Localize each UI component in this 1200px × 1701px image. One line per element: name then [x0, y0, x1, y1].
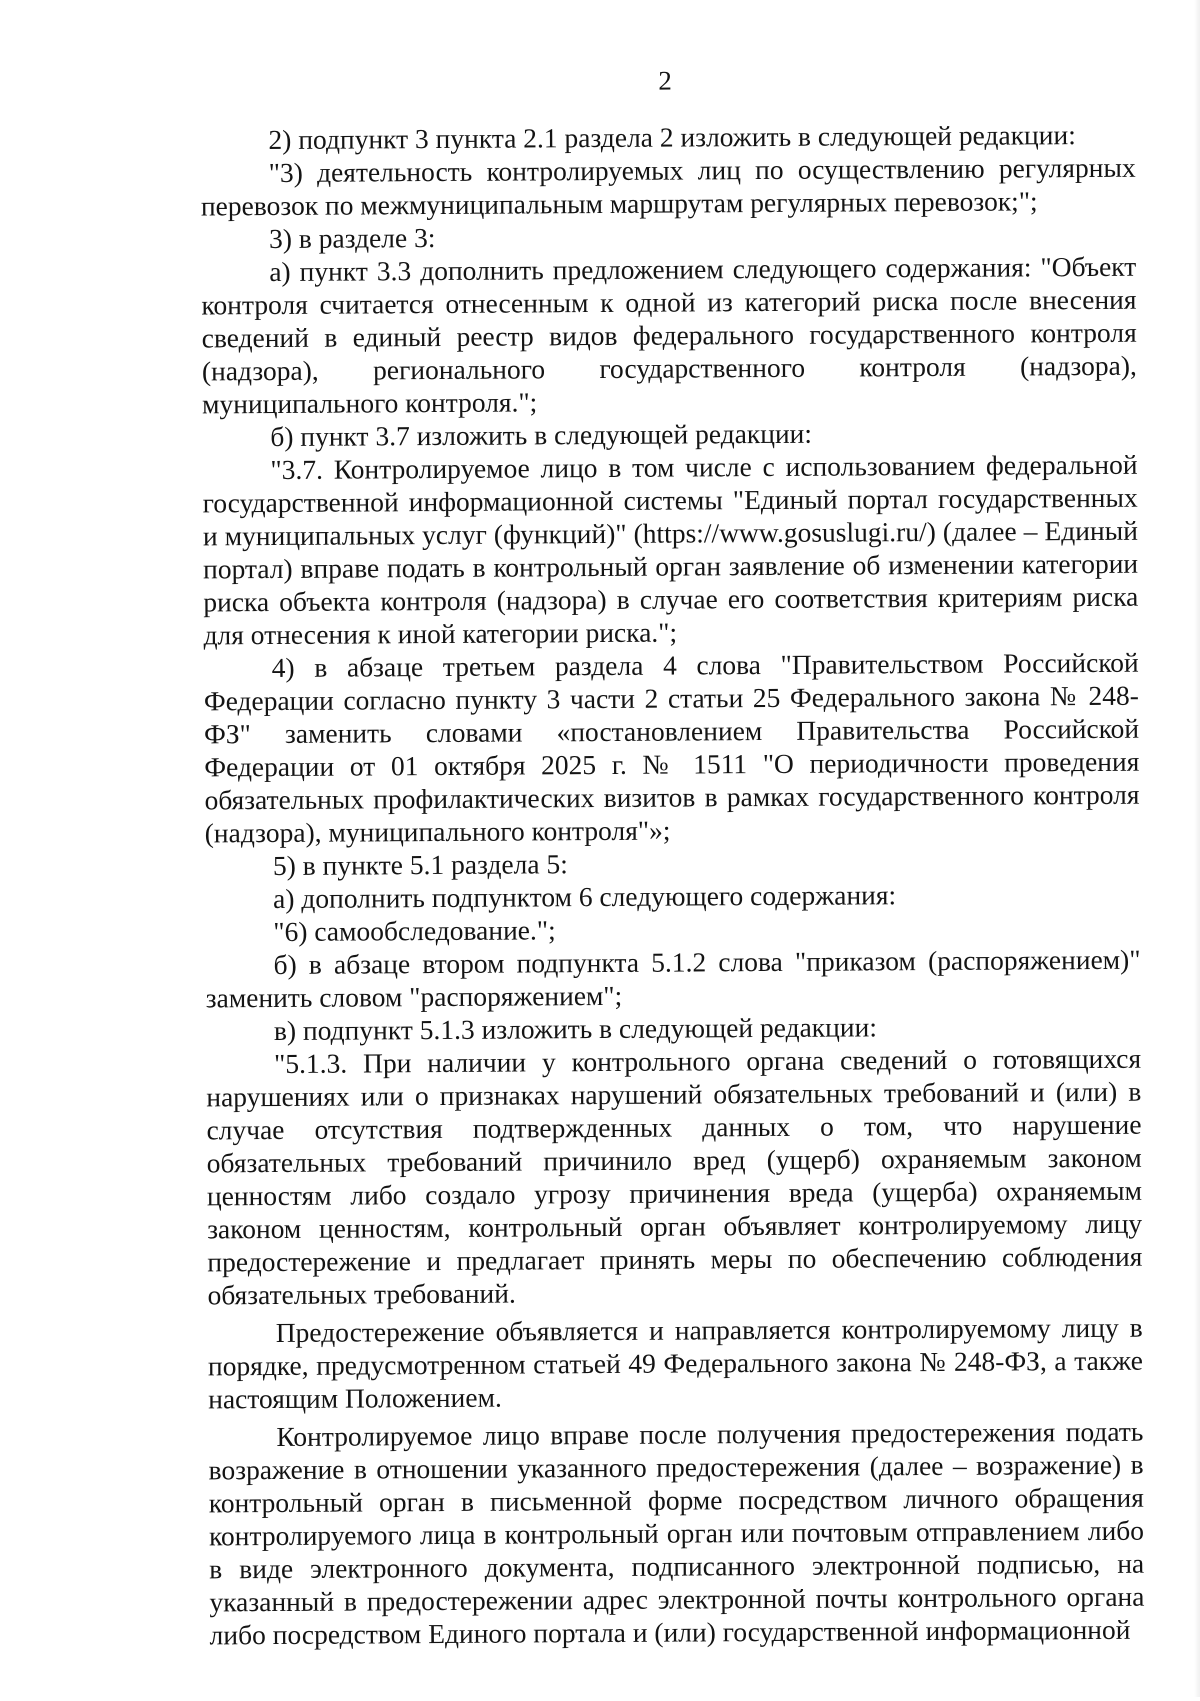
- paragraph: 4) в абзаце третьем раздела 4 слова "Правительством Российской Федерации согласно пункту 3 части 2 статьи 25 Федерального закона № 248-ФЗ" заменить словами «постановлением Правительства Российской Федерации от 01 октября 2025 г. № 1511 "О периодичности проведения обязательных профилактических визитов в рамках государственного контроля (надзора), муниципального контроля"»;: [203, 646, 1140, 849]
- paragraph: а) пункт 3.3 дополнить предложением следующего содержания: "Объект контроля считается отнесенным к одной из категорий риска после внесения сведений в единый реестр видов федерального государственного контроля (надзора), регионального государственного контроля (надзора), муниципального контроля.";: [201, 250, 1137, 420]
- paragraph: б) пункт 3.7 изложить в следующей редакции:: [270, 417, 813, 453]
- paragraph: б) в абзаце втором подпункта 5.1.2 слова "приказом (распоряжением)" заменить словом "распоряжением";: [205, 943, 1141, 1014]
- paragraph: 2) подпункт 3 пункта 2.1 раздела 2 изложить в следующей редакции:: [268, 119, 1076, 156]
- paragraph: "3) деятельность контролируемых лиц по осуществлению регулярных перевозок по межмуниципальным маршрутам регулярных перевозок;";: [200, 151, 1136, 222]
- paragraph: в) подпункт 5.1.3 изложить в следующей редакции:: [273, 1011, 878, 1047]
- paragraph: "5.1.3. При наличии у контрольного органа сведений о готовящихся нарушениях или о признаках нарушений обязательных требований и (или) в случае отсутствия подтвержденных данных о том, что нарушение обязательных требований причинило вред (ущерб) охраняемым законом ценностям либо создало угрозу причинения вреда (ущерба) охраняемым законом ценностям, контрольный орган объявляет контролируемому лицу предостережение и предлагает принять меры по обеспечению соблюдения обязательных требований.: [206, 1042, 1143, 1311]
- paragraph: Контролируемое лицо вправе после получения предостережения подать возражение в отношении указанного предостережения (далее – возражение) в контрольный орган в письменной форме посредством личного обращения контролируемого лица в контрольный орган или почтовым отправлением либо в виде электронного документа, подписанного электронной подписью, на указанный в предостережении адрес электронной почты контрольного органа либо посредством Единого портала и (или) государственной информационной: [208, 1415, 1145, 1651]
- page-number: 2: [658, 65, 672, 96]
- paragraph: 5) в пункте 5.1 раздела 5:: [272, 848, 568, 882]
- document-body: [200, 118, 1144, 1652]
- paragraph: "6) самообследование.";: [273, 914, 556, 948]
- paragraph: "3.7. Контролируемое лицо в том числе с использованием федеральной государственной информационной системы "Единый портал государственных и муниципальных услуг (функций)" (https://www.gosuslugi.ru/) (далее – Единый портал) вправе подать в контрольный орган заявление об изменении категории риска объекта контроля (надзора) в случае его соответствия критериям риска для отнесения к иной категории риска.";: [202, 448, 1139, 651]
- paragraph: Предостережение объявляется и направляется контролируемому лицу в порядке, предусмотренном статьей 49 Федерального закона № 248-ФЗ, а также настоящим Положением.: [207, 1311, 1144, 1415]
- paragraph: 3) в разделе 3:: [268, 222, 436, 255]
- paragraph: а) дополнить подпунктом 6 следующего содержания:: [273, 879, 897, 915]
- scan-edge-shadow: [1194, 0, 1200, 1697]
